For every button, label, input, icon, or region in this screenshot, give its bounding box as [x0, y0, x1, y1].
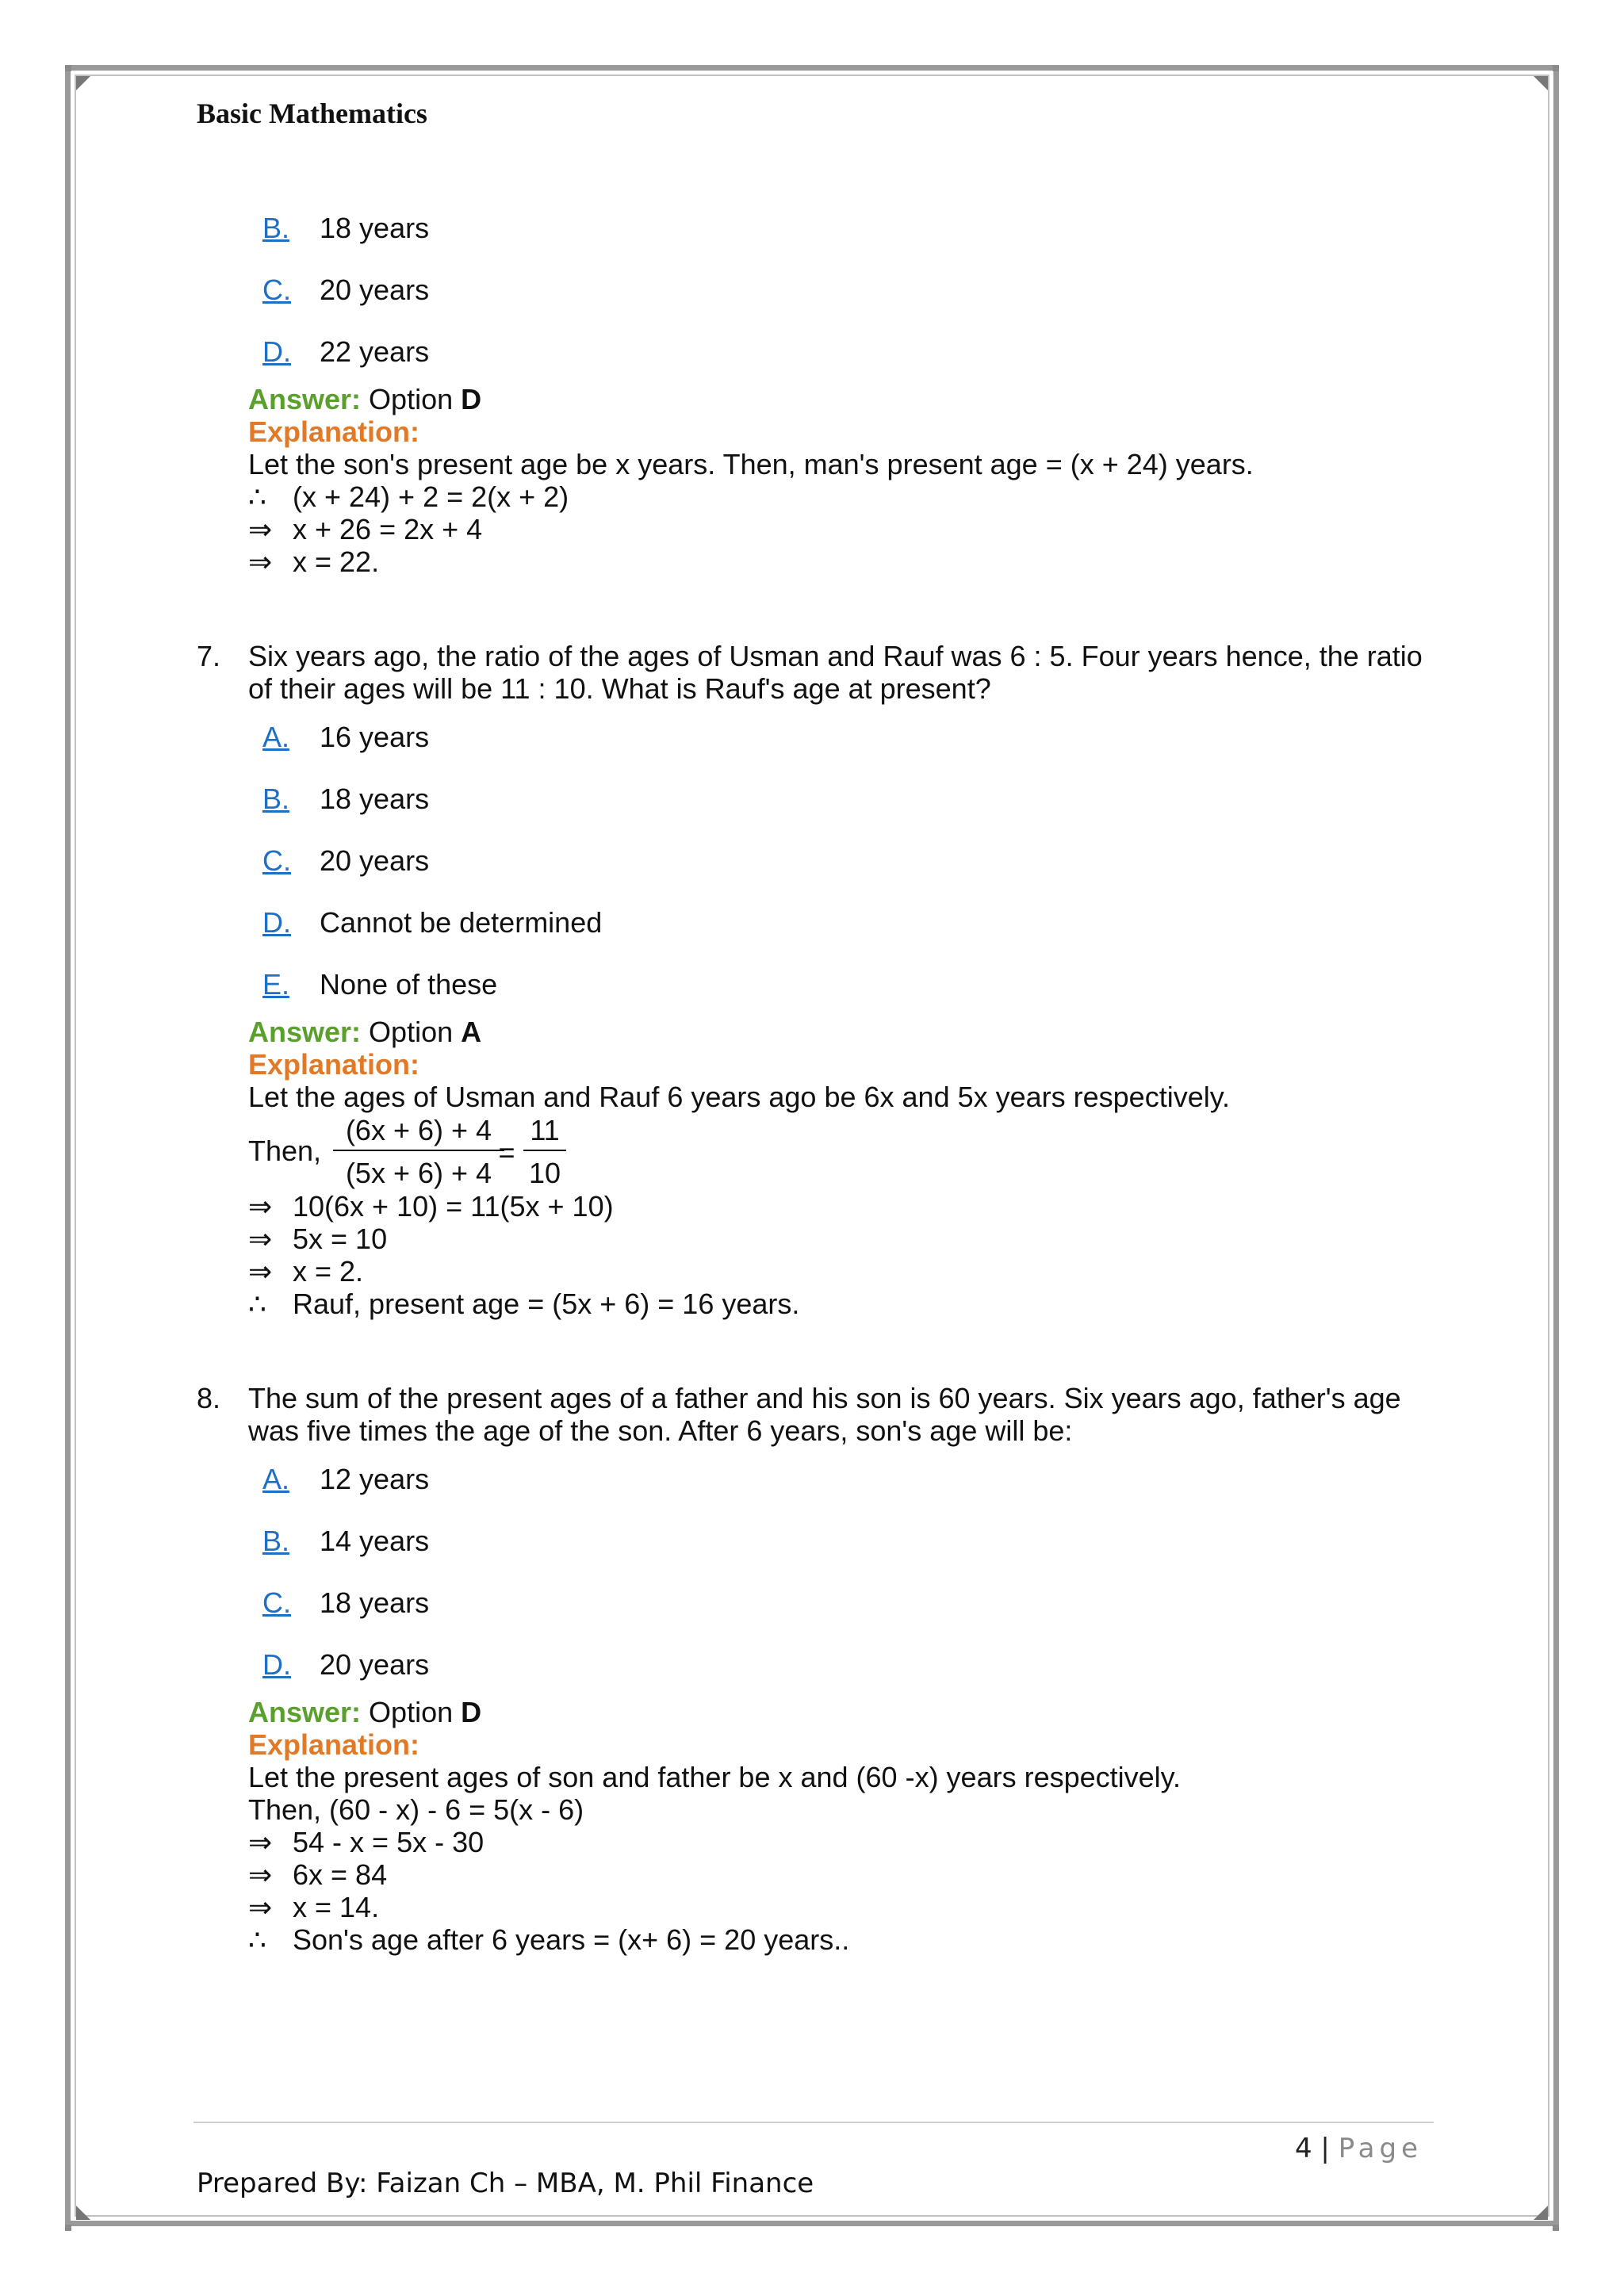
therefore-symbol: ∴ — [248, 1288, 266, 1320]
option-text: 14 years — [320, 1525, 430, 1557]
explanation-line: ⇒ 5x = 10 — [248, 1223, 388, 1255]
corner-ornament-top-left — [76, 76, 90, 90]
page-header-title: Basic Mathematics — [197, 98, 427, 129]
fraction-bar — [333, 1150, 504, 1151]
option-letter[interactable]: A. — [262, 721, 290, 753]
explanation-line: ⇒ x = 14. — [248, 1891, 380, 1923]
option-letter[interactable]: C. — [262, 844, 291, 877]
equals-sign: = — [498, 1136, 515, 1169]
option-text: 20 years — [320, 1648, 430, 1681]
fraction-then-label: Then, — [248, 1135, 322, 1167]
answer-value: A — [461, 1016, 482, 1048]
implies-symbol: ⇒ — [248, 545, 273, 578]
page-number — [1295, 2133, 1423, 2164]
question-text: was five times the age of the son. After 6 years, son's age will be: — [248, 1414, 1073, 1447]
fraction-2-numerator: 11 — [530, 1114, 560, 1146]
fraction-bar — [523, 1150, 566, 1151]
footer-divider — [193, 2122, 1434, 2123]
answer-value: D — [461, 1696, 482, 1728]
explanation-line: ∴ (x + 24) + 2 = 2(x + 2) — [248, 480, 569, 513]
option-letter[interactable]: B. — [262, 212, 290, 244]
option-text: 18 years — [320, 783, 430, 815]
answer-line — [248, 1018, 481, 1047]
answer-label: Answer: — [248, 383, 362, 415]
explanation-line: Then, (60 - x) - 6 = 5(x - 6) — [248, 1793, 584, 1826]
question-text: Six years ago, the ratio of the ages of Usman and Rauf was 6 : 5. Four years hence, the ratio — [248, 640, 1423, 672]
question-number: 7. — [197, 640, 221, 672]
option-letter[interactable]: E. — [262, 968, 290, 1001]
page-number-value: 4 — [1294, 2133, 1312, 2164]
option-text: 20 years — [320, 844, 430, 877]
option-text: Cannot be determined — [320, 906, 603, 939]
fraction-2-denominator: 10 — [528, 1157, 561, 1189]
frame-dot — [65, 65, 71, 71]
option-text: 12 years — [320, 1463, 430, 1495]
explanation-line: ⇒ 10(6x + 10) = 11(5x + 10) — [248, 1190, 614, 1223]
explanation-line: Let the present ages of son and father be x and (60 -x) years respectively. — [248, 1761, 1181, 1793]
explanation-line: ∴ Rauf, present age = (5x + 6) = 16 years. — [248, 1288, 800, 1320]
implies-symbol: ⇒ — [248, 1891, 273, 1923]
answer-label: Answer: — [248, 1696, 362, 1728]
option-letter[interactable]: C. — [262, 274, 291, 306]
page-number-separator: | — [1320, 2133, 1330, 2164]
therefore-symbol: ∴ — [248, 480, 266, 513]
explanation-line: ⇒ 6x = 84 — [248, 1858, 388, 1891]
question-number: 8. — [197, 1382, 221, 1414]
implies-symbol: ⇒ — [248, 1858, 273, 1891]
answer-prefix: Option — [369, 383, 454, 415]
answer-line — [248, 1698, 481, 1727]
explanation-label: Explanation: — [248, 1728, 420, 1761]
option-letter[interactable]: B. — [262, 1525, 290, 1557]
answer-prefix: Option — [369, 1696, 454, 1728]
prepared-by-footer: Prepared By: Faizan Ch – MBA, M. Phil Finance — [197, 2168, 814, 2199]
corner-ornament-bottom-left — [76, 2206, 90, 2220]
option-letter[interactable]: D. — [262, 906, 291, 939]
answer-value: D — [461, 383, 482, 415]
page-word: Page — [1338, 2133, 1423, 2164]
explanation-line: ⇒ x = 22. — [248, 545, 380, 578]
frame-dot — [1553, 2225, 1559, 2231]
explanation-line: ∴ Son's age after 6 years = (x+ 6) = 20 years.. — [248, 1923, 850, 1956]
explanation-label: Explanation: — [248, 415, 420, 448]
option-text: 18 years — [320, 212, 430, 244]
implies-symbol: ⇒ — [248, 1255, 273, 1288]
therefore-symbol: ∴ — [248, 1923, 266, 1956]
explanation-line: Let the ages of Usman and Rauf 6 years ago be 6x and 5x years respectively. — [248, 1081, 1231, 1113]
explanation-label: Explanation: — [248, 1048, 420, 1081]
question-text: of their ages will be 11 : 10. What is Rauf's age at present? — [248, 672, 991, 705]
corner-ornament-bottom-right — [1534, 2206, 1548, 2220]
option-letter[interactable]: C. — [262, 1586, 291, 1619]
answer-prefix: Option — [369, 1016, 454, 1048]
corner-ornament-top-right — [1534, 76, 1548, 90]
option-text: 16 years — [320, 721, 430, 753]
option-letter[interactable]: D. — [262, 1648, 291, 1681]
option-letter[interactable]: B. — [262, 783, 290, 815]
explanation-line: ⇒ 54 - x = 5x - 30 — [248, 1826, 485, 1858]
question-text: The sum of the present ages of a father and his son is 60 years. Six years ago, father's age — [248, 1382, 1401, 1414]
implies-symbol: ⇒ — [248, 513, 273, 545]
explanation-line: ⇒ x = 2. — [248, 1255, 364, 1288]
frame-dot — [65, 2225, 71, 2231]
option-text: 20 years — [320, 274, 430, 306]
frame-dot — [1553, 65, 1559, 71]
answer-line — [248, 385, 481, 414]
implies-symbol: ⇒ — [248, 1826, 273, 1858]
implies-symbol: ⇒ — [248, 1223, 273, 1255]
explanation-line: Let the son's present age be x years. Then, man's present age = (x + 24) years. — [248, 448, 1254, 480]
option-text: None of these — [320, 968, 498, 1001]
implies-symbol: ⇒ — [248, 1190, 273, 1223]
fraction-1-numerator: (6x + 6) + 4 — [345, 1114, 492, 1146]
option-text: 22 years — [320, 335, 430, 368]
fraction-1-denominator: (5x + 6) + 4 — [345, 1157, 492, 1189]
explanation-line: ⇒ x + 26 = 2x + 4 — [248, 513, 483, 545]
option-letter[interactable]: A. — [262, 1463, 290, 1495]
option-letter[interactable]: D. — [262, 335, 291, 368]
answer-label: Answer: — [248, 1016, 362, 1048]
option-text: 18 years — [320, 1586, 430, 1619]
